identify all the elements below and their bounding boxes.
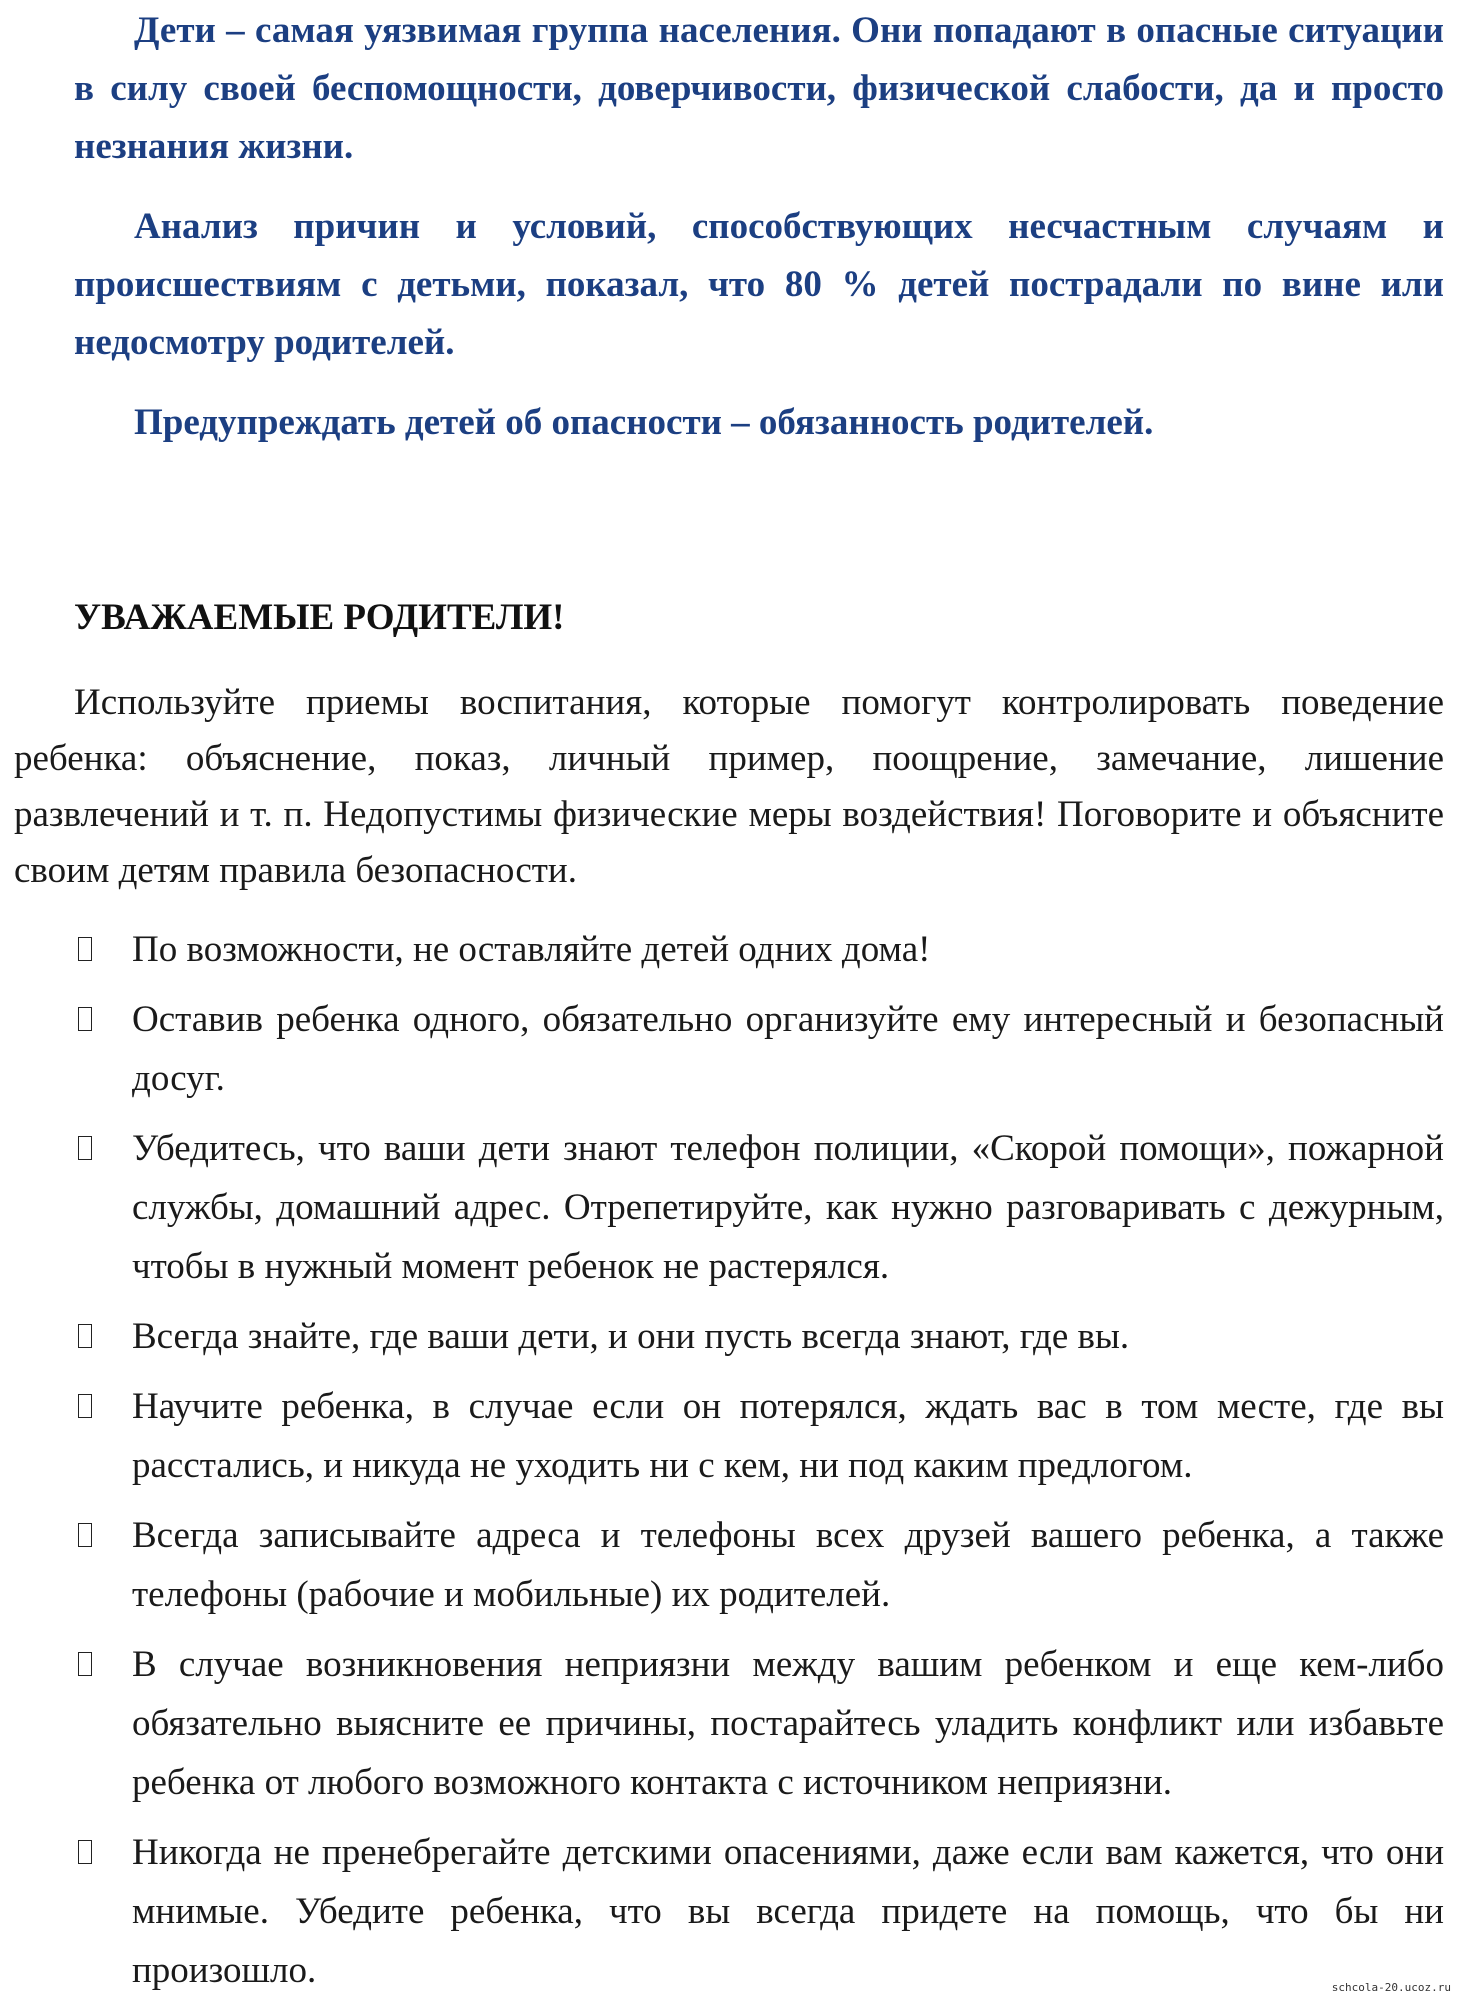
intro-block xyxy=(74,2,1444,474)
section-heading: УВАЖАЕМЫЕ РОДИТЕЛИ! xyxy=(74,597,565,638)
list-item-text: Никогда не пренебрегайте детскими опасениями, даже если вам кажется, что они мнимые. Убедите ребенка, что вы всегда придете на помощь, что бы ни произошло. xyxy=(132,1832,1444,1991)
checkbox-square-icon xyxy=(78,1394,92,1418)
list-item xyxy=(74,920,1444,979)
list-item xyxy=(74,1119,1444,1296)
intro-paragraph: Дети – самая уязвимая группа населения. Они попадают в опасные ситуации в силу своей беспомощности, доверчивости, физической слабости, да и просто незнания жизни. xyxy=(74,10,1444,167)
list-item xyxy=(74,1377,1444,1495)
checkbox-square-icon xyxy=(78,1840,92,1864)
list-item xyxy=(74,1307,1444,1366)
list-item-text: В случае возникновения неприязни между вашим ребенком и еще кем-либо обязательно выясните ее причины, постарайтесь уладить конфликт или избавьте ребенка от любого возможного контакта с источником неприязни. xyxy=(132,1644,1444,1803)
list-item-text: Всегда записывайте адреса и телефоны всех друзей вашего ребенка, а также телефоны (рабочие и мобильные) их родителей. xyxy=(132,1515,1444,1615)
list-item-text: Оставив ребенка одного, обязательно организуйте ему интересный и безопасный досуг. xyxy=(132,999,1444,1099)
checkbox-square-icon xyxy=(78,1652,92,1676)
checkbox-square-icon xyxy=(78,1007,92,1031)
list-item xyxy=(74,1635,1444,1812)
list-item xyxy=(74,1506,1444,1624)
list-item-text: Научите ребенка, в случае если он потерялся, ждать вас в том месте, где вы расстались, и никуда не уходить ни с кем, ни под каким предлогом. xyxy=(132,1386,1444,1486)
intro-paragraph: Предупреждать детей об опасности – обязанность родителей. xyxy=(134,402,1154,443)
list-item xyxy=(74,1823,1444,2000)
safety-tips-list xyxy=(74,920,1444,2011)
site-watermark: schcola-20.ucoz.ru xyxy=(1331,1981,1451,1994)
intro-paragraph: Анализ причин и условий, способствующих несчастным случаям и происшествиям с детьми, показал, что 80 % детей пострадали по вине или недосмотру родителей. xyxy=(74,206,1444,363)
list-item-text: Убедитесь, что ваши дети знают телефон полиции, «Скорой помощи», пожарной службы, домашний адрес. Отрепетируйте, как нужно разговаривать с дежурным, чтобы в нужный момент ребенок не растерялся. xyxy=(132,1128,1444,1287)
checkbox-square-icon xyxy=(78,1136,92,1160)
list-item-text: По возможности, не оставляйте детей одних дома! xyxy=(132,929,931,970)
checkbox-square-icon xyxy=(78,1324,92,1348)
list-item-text: Всегда знайте, где ваши дети, и они пусть всегда знают, где вы. xyxy=(132,1316,1130,1357)
lead-paragraph: Используйте приемы воспитания, которые помогут контролировать поведение ребенка: объяснение, показ, личный пример, поощрение, замечание, лишение развлечений и т. п. Недопустимы физические меры воздействия! Поговорите и объясните своим детям правила безопасности. xyxy=(14,682,1444,891)
checkbox-square-icon xyxy=(78,937,92,961)
checkbox-square-icon xyxy=(78,1523,92,1547)
list-item xyxy=(74,990,1444,1108)
